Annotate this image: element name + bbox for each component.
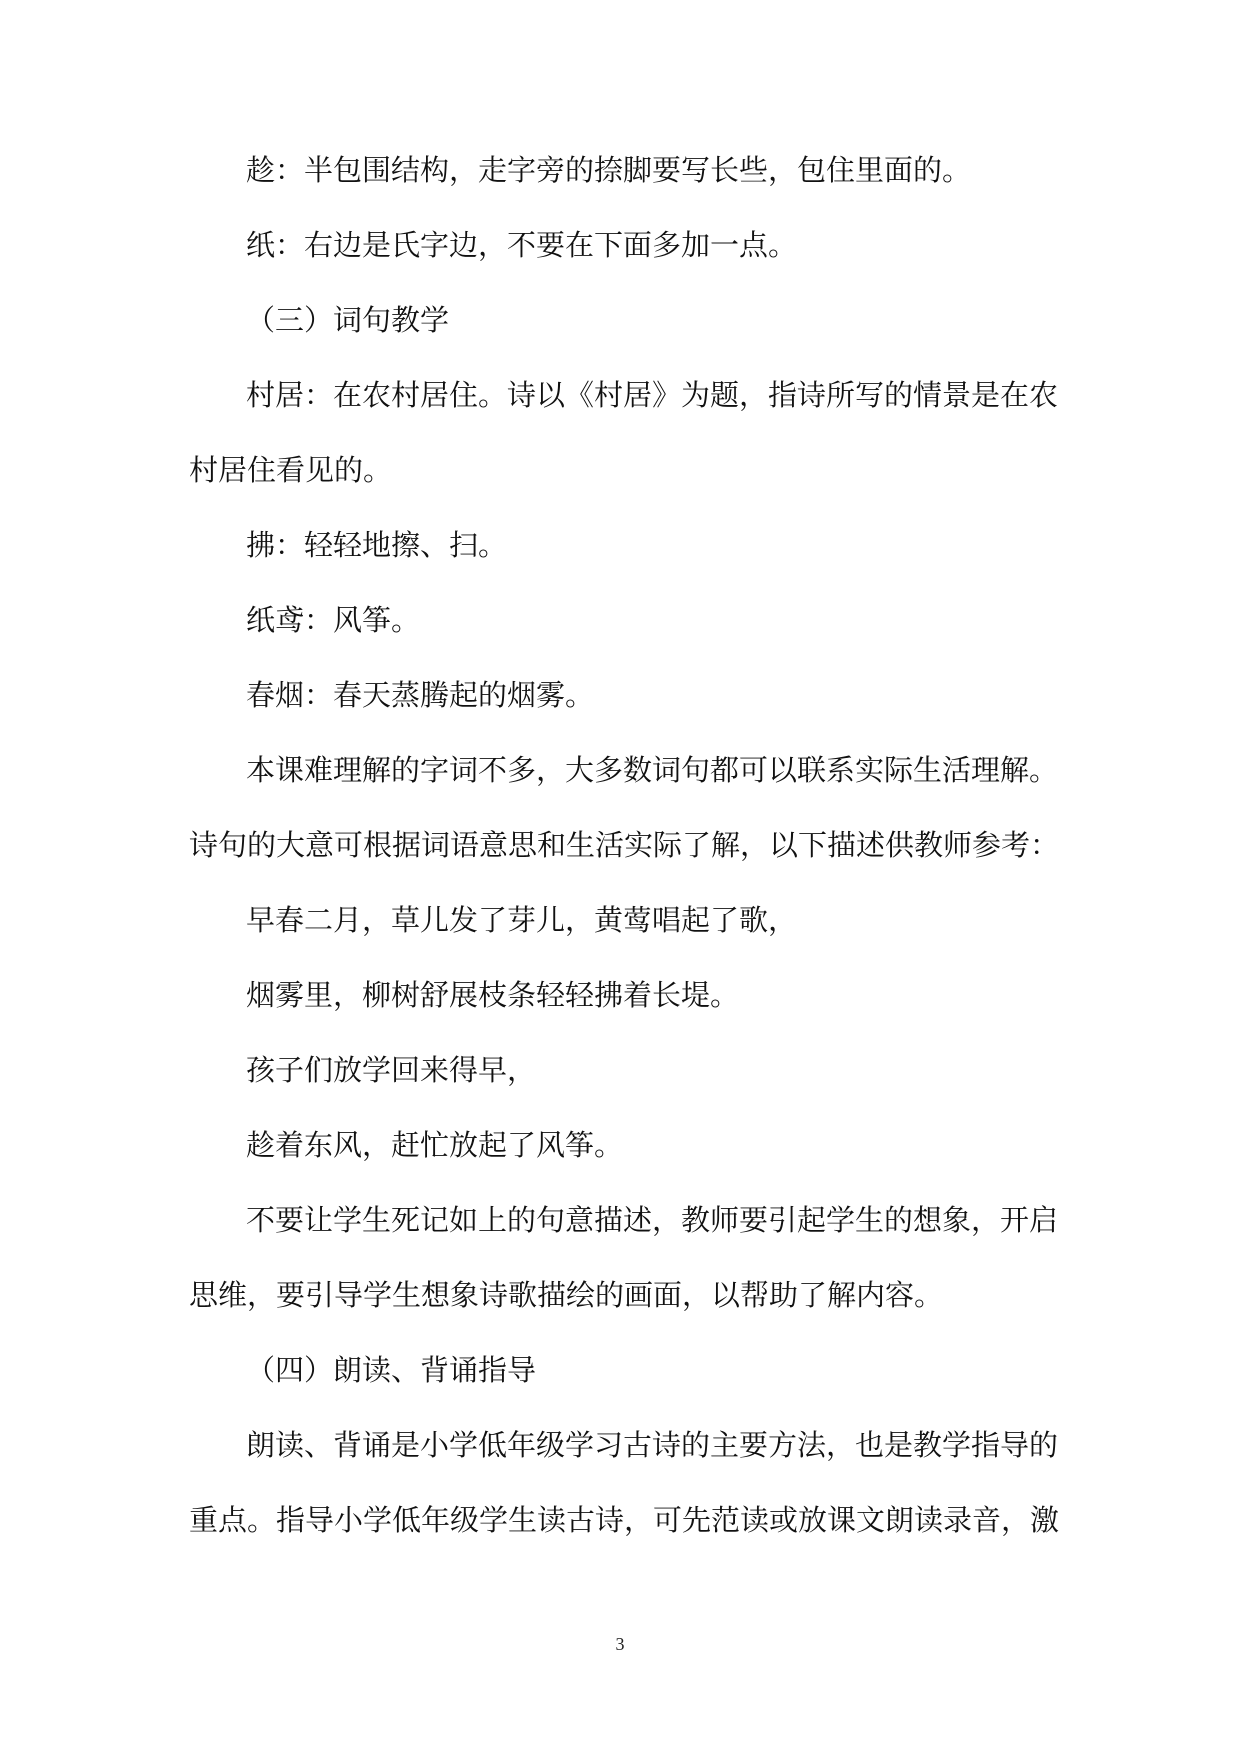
text-line: 纸鸢：风筝。 [246,603,421,637]
text-line: 纸：右边是氏字边，不要在下面多加一点。 [246,228,798,262]
text-line: 朗读、背诵是小学低年级学习古诗的主要方法，也是教学指导的 [246,1428,1059,1462]
text-line: 本课难理解的字词不多，大多数词句都可以联系实际生活理解。 [246,753,1059,787]
section-heading: （三）词句教学 [246,303,450,337]
poem-line: 趁着东风，赶忙放起了风筝。 [246,1128,624,1162]
text-line: 春烟：春天蒸腾起的烟雾。 [246,678,595,712]
text-line: 不要让学生死记如上的句意描述，教师要引起学生的想象，开启 [246,1203,1059,1237]
poem-line: 孩子们放学回来得早， [246,1053,537,1087]
text-line: 趁：半包围结构，走字旁的捺脚要写长些，包住里面的。 [246,153,972,187]
text-line: 诗句的大意可根据词语意思和生活实际了解，以下描述供教师参考： [189,828,1060,862]
text-line: 思维，要引导学生想象诗歌描绘的画面，以帮助了解内容。 [189,1278,944,1312]
text-line: 村居住看见的。 [189,453,393,487]
page-number: 3 [615,1634,625,1654]
text-line: 村居：在农村居住。诗以《村居》为题，指诗所写的情景是在农 [246,378,1059,412]
poem-line: 烟雾里，柳树舒展枝条轻轻拂着长堤。 [246,978,740,1012]
text-line: 拂：轻轻地擦、扫。 [246,528,508,562]
section-heading: （四）朗读、背诵指导 [246,1353,537,1387]
poem-line: 早春二月，草儿发了芽儿，黄莺唱起了歌， [246,903,798,937]
text-line: 重点。指导小学低年级学生读古诗，可先范读或放课文朗读录音，激 [189,1503,1060,1537]
